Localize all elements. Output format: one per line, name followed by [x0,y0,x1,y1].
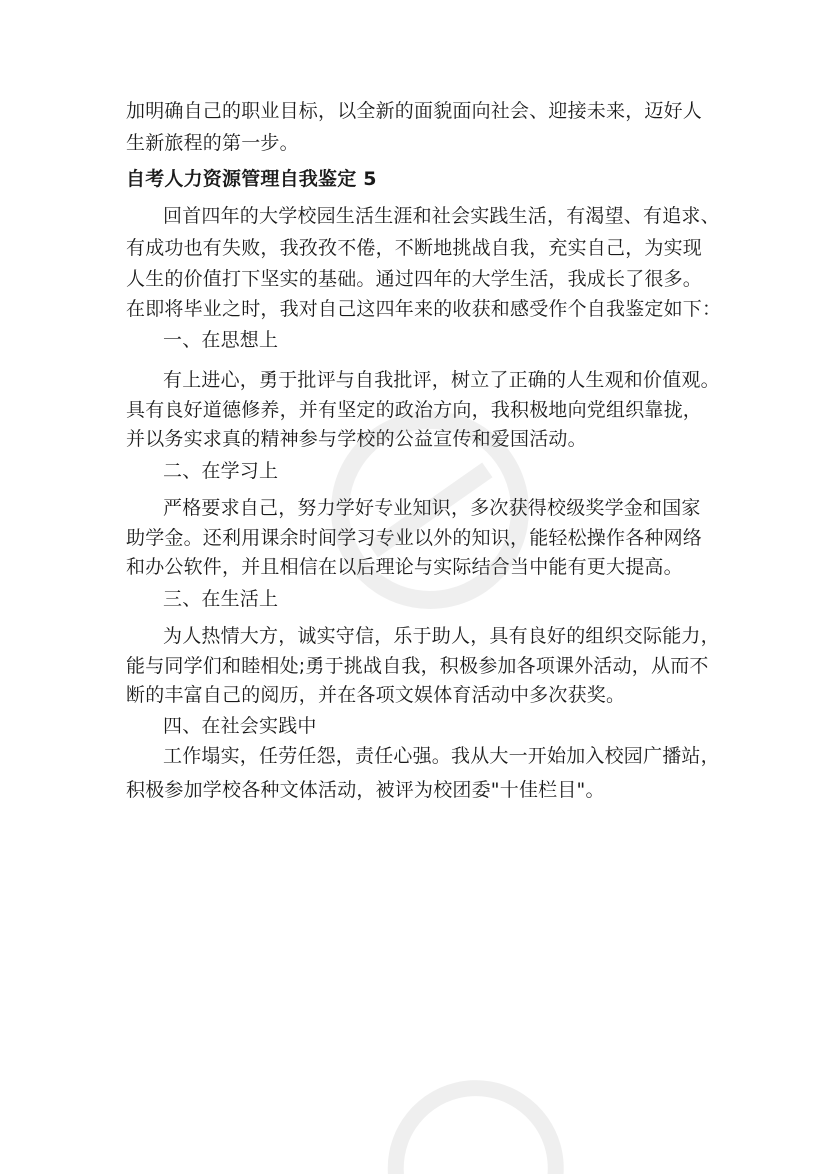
paragraph-line: 积极参加学校各种文体活动，被评为校团委"十佳栏目"。 [126,779,605,801]
paragraph-line: 人生的价值打下坚实的基础。通过四年的大学生活，我成长了很多。 [126,268,703,290]
paragraph-line: 和办公软件，并且相信在以后理论与实际结合当中能有更大提高。 [126,556,683,578]
paragraph-line: 断的丰富自己的阅历，并在各项文娱体育活动中多次获奖。 [126,684,626,706]
paragraph-line: 加明确自己的职业目标，以全新的面貌面向社会、迎接未来，迈好人 [126,100,703,122]
paragraph-line: 助学金。还利用课余时间学习专业以外的知识，能轻松操作各种网络 [126,527,703,549]
subheading: 三、在生活上 [163,588,279,610]
paragraph-line: 工作塌实，任劳任怨，责任心强。我从大一开始加入校园广播站， [163,745,720,767]
paragraph-line: 生新旅程的第一步。 [126,132,299,154]
paragraph-line: 为人热情大方，诚实守信，乐于助人，具有良好的组织交际能力， [163,625,720,647]
subheading: 二、在学习上 [163,460,279,482]
section-title: 自考人力资源管理自我鉴定 5 [126,168,377,190]
paragraph-line: 在即将毕业之时，我对自己这四年来的收获和感受作个自我鉴定如下： [126,298,722,320]
paragraph-line: 严格要求自己，努力学好专业知识，多次获得校级奖学金和国家 [163,497,701,519]
paragraph-line: 具有良好道德修养，并有坚定的政治方向，我积极地向党组织靠拢， [126,399,703,421]
paragraph-line: 回首四年的大学校园生活生涯和社会实践生活，有渴望、有追求、 [163,205,720,227]
watermark-icon-bottom [360,1060,580,1174]
subheading: 四、在社会实践中 [163,715,317,737]
paragraph-line: 并以务实求真的精神参与学校的公益宣传和爱国活动。 [126,428,587,450]
subheading: 一、在思想上 [163,329,279,351]
paragraph-line: 能与同学们和睦相处;勇于挑战自我，积极参加各项课外活动，从而不 [126,655,709,677]
paragraph-line: 有成功也有失败，我孜孜不倦，不断地挑战自我，充实自己，为实现 [126,237,703,259]
paragraph-line: 有上进心，勇于批评与自我批评，树立了正确的人生观和价值观。 [163,369,720,391]
